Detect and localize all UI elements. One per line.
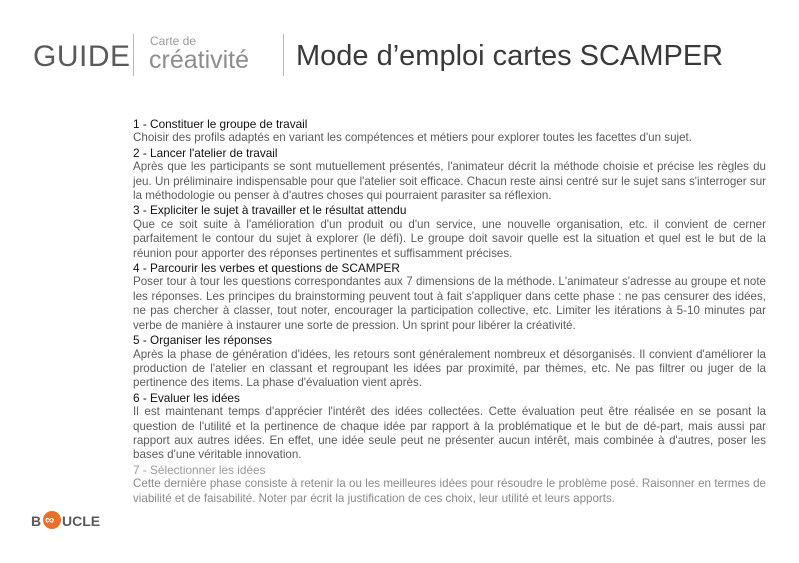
step-body: Poser tour à tour les questions correspondantes aux 7 dimensions de la méthode. L'animateur s'adresse au groupe et note les réponses. Les principes du brainstorming peuvent tout à fait s'appliquer dans cette phase : ne pas censurer des idées, ne pas chercher à classer, tout noter, encourager la participation collective, etc. Limiter les itérations à 5-10 minutes par verbe de manière à instaurer une sorte de pression. Un sprint pour libérer la créativité.: [133, 275, 766, 332]
boucle-logo: [31, 509, 111, 531]
step-heading: 2 - Lancer l'atelier de travail: [133, 145, 278, 160]
step-body: Cette dernière phase consiste à retenir la ou les meilleures idées pour résoudre le problème posé. Raisonner en termes de viabilité et de faisabilité. Noter par écrit la justification de ces choix, leur utilité et leurs apports.: [133, 477, 766, 505]
header-divider: [283, 34, 284, 76]
carte-de-label: Carte de: [150, 34, 197, 48]
page-title: Mode d’emploi cartes SCAMPER: [296, 40, 724, 72]
step-3: [133, 203, 766, 261]
step-heading: 5 - Organiser les réponses: [133, 333, 273, 348]
guide-label: GUIDE: [33, 40, 131, 73]
logo-letter-b: B: [31, 513, 42, 529]
step-7: [133, 463, 766, 506]
step-heading: 7 - Sélectionner les idées: [133, 462, 266, 477]
page-header: [0, 0, 799, 100]
step-6: [133, 391, 766, 463]
step-1: [133, 117, 766, 146]
header-divider: [133, 34, 134, 76]
step-body: Après la phase de génération d'idées, les retours sont généralement nombreux et désorganisés. Il convient d'améliorer la production de l'atelier en classant et regroupant les idées par proximité, par thèmes, etc. Ne pas filtrer ou juger de la pertinence des items. La phase d'évaluation vient après.: [133, 347, 766, 390]
step-5: [133, 333, 766, 391]
step-body: Que ce soit suite à l'amélioration d'un produit ou d'un service, une nouvelle organisation, etc. il convient de cerner parfaitement le contour du sujet à explorer (le défi). Le groupe doit savoir quelle est la situation et quel est le but de la réunion pour apporter des réponses pertinentes et suffisamment précises.: [133, 217, 766, 260]
instructions-content: [133, 117, 766, 506]
step-heading: 3 - Expliciter le sujet à travailler et le résultat attendu: [133, 203, 407, 218]
infinity-icon: ∞: [45, 512, 55, 527]
step-heading: 1 - Constituer le groupe de travail: [133, 117, 308, 131]
creativite-label: créativité: [149, 46, 250, 74]
step-heading: 6 - Evaluer les idées: [133, 390, 240, 405]
step-4: [133, 261, 766, 333]
logo-text-rest: UCLE: [62, 513, 101, 529]
step-2: [133, 146, 766, 204]
step-heading: 4 - Parcourir les verbes et questions de SCAMPER: [133, 261, 400, 276]
step-body: Choisir des profils adaptés en variant les compétences et métiers pour explorer toutes les facettes d'un sujet.: [133, 131, 693, 145]
step-body: Après que les participants se sont mutuellement présentés, l'animateur décrit la méthode choisie et précise les règles du jeu. Un préliminaire indispensable pour que l'atelier soit efficace. Chacun reste ainsi centré sur le sujet sans s'interroger sur la méthodologie ou penser à d'autres choses qui pourraient parasiter sa réflexion.: [133, 160, 766, 203]
step-body: Il est maintenant temps d'apprécier l'intérêt des idées collectées. Cette évaluation peut être réalisée en se posant la question de l'utilité et la pertinence de chaque idée par rapport à la problématique et le but de dé-part, mais aussi par rapport aux autres idées. En effet, une idée seule peut ne présenter aucun intérêt, mais combinée à d'autres, poser les bases d'une véritable innovation.: [133, 405, 766, 462]
